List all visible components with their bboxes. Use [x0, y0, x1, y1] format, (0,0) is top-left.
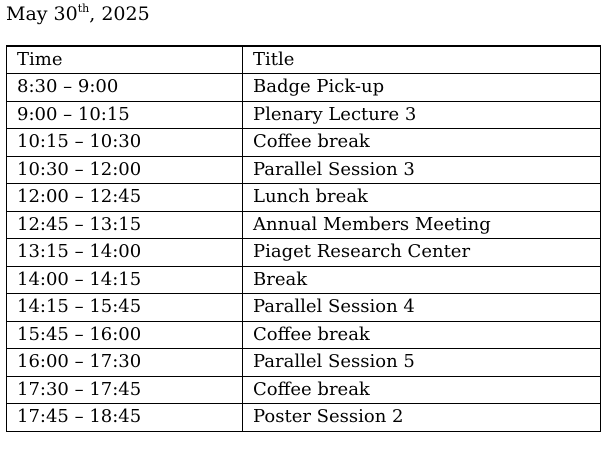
table-row: [7, 101, 601, 129]
table-header-row: [7, 46, 601, 74]
time-cell: 16:00 – 17:30: [7, 349, 243, 377]
table-row: [7, 376, 601, 404]
table-row: [7, 294, 601, 322]
table-row: [7, 321, 601, 349]
table-row: [7, 129, 601, 157]
time-cell: 14:00 – 14:15: [7, 266, 243, 294]
title-cell: Lunch break: [243, 184, 601, 212]
table-row: [7, 266, 601, 294]
title-cell: Poster Session 2: [243, 404, 601, 432]
date-heading: [6, 2, 150, 26]
time-cell: 10:30 – 12:00: [7, 156, 243, 184]
date-year: , 2025: [89, 3, 150, 25]
time-cell: 10:15 – 10:30: [7, 129, 243, 157]
time-cell: 9:00 – 10:15: [7, 101, 243, 129]
time-cell: 12:45 – 13:15: [7, 211, 243, 239]
table-row: [7, 211, 601, 239]
title-cell: Parallel Session 5: [243, 349, 601, 377]
title-cell: Parallel Session 3: [243, 156, 601, 184]
time-cell: 17:45 – 18:45: [7, 404, 243, 432]
table-row: [7, 239, 601, 267]
table-row: [7, 349, 601, 377]
title-cell: Badge Pick-up: [243, 74, 601, 102]
title-cell: Plenary Lecture 3: [243, 101, 601, 129]
table-row: [7, 156, 601, 184]
time-cell: 12:00 – 12:45: [7, 184, 243, 212]
time-cell: 13:15 – 14:00: [7, 239, 243, 267]
title-cell: Annual Members Meeting: [243, 211, 601, 239]
time-cell: 15:45 – 16:00: [7, 321, 243, 349]
table-row: [7, 404, 601, 432]
title-cell: Coffee break: [243, 376, 601, 404]
date-month-day: May 30: [6, 3, 78, 25]
column-header-time: Time: [7, 46, 243, 74]
title-cell: Coffee break: [243, 321, 601, 349]
title-cell: Break: [243, 266, 601, 294]
time-cell: 17:30 – 17:45: [7, 376, 243, 404]
title-cell: Parallel Session 4: [243, 294, 601, 322]
time-cell: 8:30 – 9:00: [7, 74, 243, 102]
table-row: [7, 184, 601, 212]
table-row: [7, 74, 601, 102]
title-cell: Piaget Research Center: [243, 239, 601, 267]
date-ordinal-suffix: th: [77, 1, 90, 15]
column-header-title: Title: [243, 46, 601, 74]
title-cell: Coffee break: [243, 129, 601, 157]
time-cell: 14:15 – 15:45: [7, 294, 243, 322]
schedule-table: [6, 45, 601, 432]
